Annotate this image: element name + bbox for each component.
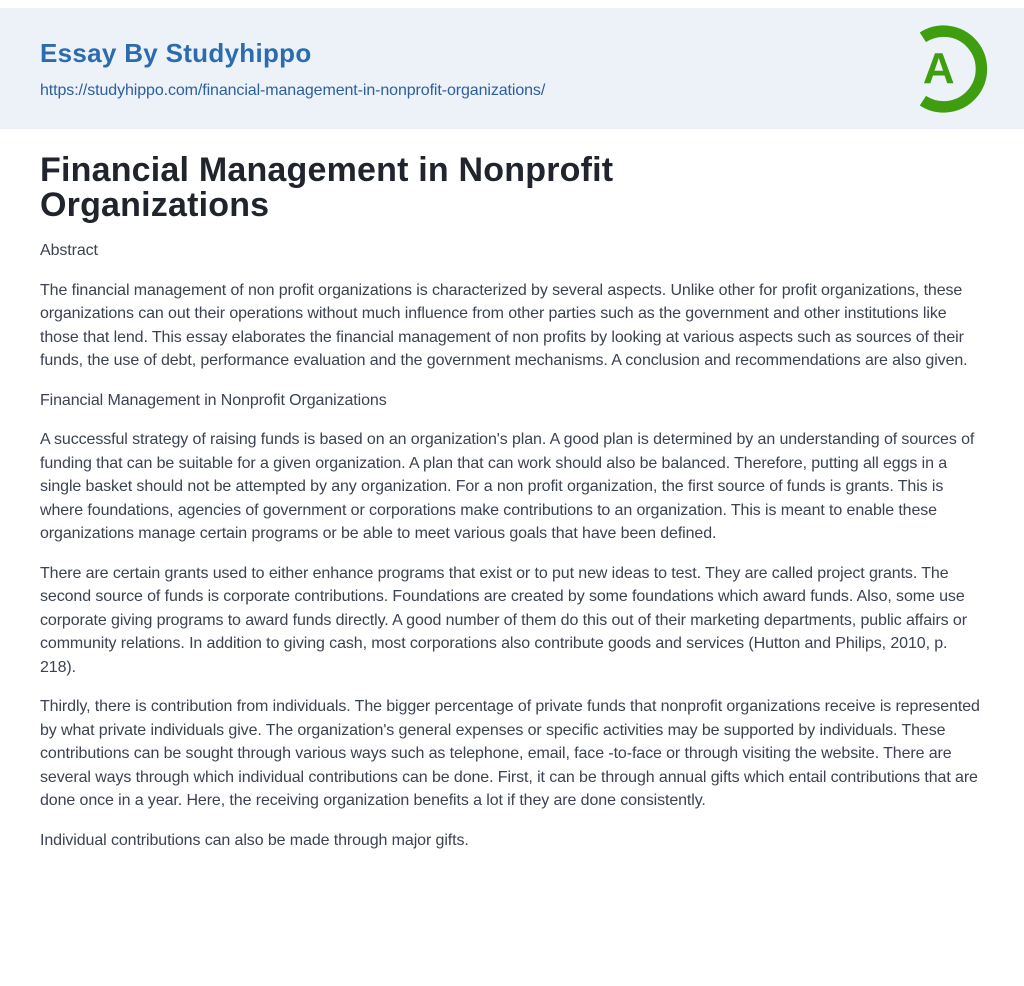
studyhippo-logo[interactable] bbox=[900, 23, 988, 115]
body-paragraph-grants-corporate: There are certain grants used to either enhance programs that exist or to put new ideas to test. They are called project grants. The second source of funds is corporate contributions. Foundations are created by some foundations which award funds. Also, some use corporate giving programs to award funds directly. A good number of them do this out of their marketing departments, public affairs or community relations. In addition to giving cash, most corporations also contribute goods and services (Hutton and Philips, 2010, p. 218). bbox=[40, 564, 967, 676]
site-title-link[interactable]: Essay By Studyhippo bbox=[40, 37, 312, 68]
logo-letter: A bbox=[922, 43, 955, 93]
closing-line: Individual contributions can also be made through major gifts. bbox=[40, 831, 469, 849]
open-circle-logo-icon bbox=[900, 23, 988, 115]
essay-url-link[interactable]: https://studyhippo.com/financial-management-in-nonprofit-organizations/ bbox=[40, 81, 546, 99]
abstract-label: Abstract bbox=[40, 242, 98, 259]
site-info bbox=[40, 38, 545, 100]
essay-content bbox=[0, 153, 1024, 852]
body-paragraph-individual-contributions: Thirdly, there is contribution from individuals. The bigger percentage of private funds that nonprofit organizations receive is represented by what private individuals give. The organization's general expenses or specific activities may be supported by individuals. These contributions can be sought through various ways such as telephone, email, face -to-face or through visiting the website. There are several ways through which individual contributions can be done. First, it can be through annual gifts which entail contributions that are done once in a year. Here, the receiving organization benefits a lot if they are done consistently. bbox=[40, 698, 980, 809]
essay-title: Financial Management in Nonprofit Organizations bbox=[40, 151, 614, 224]
section-heading: Financial Management in Nonprofit Organizations bbox=[40, 391, 387, 409]
page-header bbox=[0, 8, 1024, 129]
abstract-paragraph: The financial management of non profit organizations is characterized by several aspects. Unlike other for profit organizations, these organizations can out their operations without much influence from other parties such as the government and other institutions like those that lend. This essay elaborates the financial management of non profits by looking at various aspects such as sources of their funds, the use of debt, performance evaluation and the government mechanisms. A conclusion and recommendations are also given. bbox=[40, 281, 968, 369]
body-paragraph-funding-plan: A successful strategy of raising funds is based on an organization's plan. A good plan is determined by an understanding of sources of funding that can be suitable for a given organization. A plan that can work should also be balanced. Therefore, putting all eggs in a single basket should not be attempted by any organization. For a non profit organization, the first source of funds is grants. This is where foundations, agencies of government or corporations make contributions to an organization. This is meant to enable these organizations manage certain programs or be able to meet various goals that have been defined. bbox=[40, 431, 975, 542]
